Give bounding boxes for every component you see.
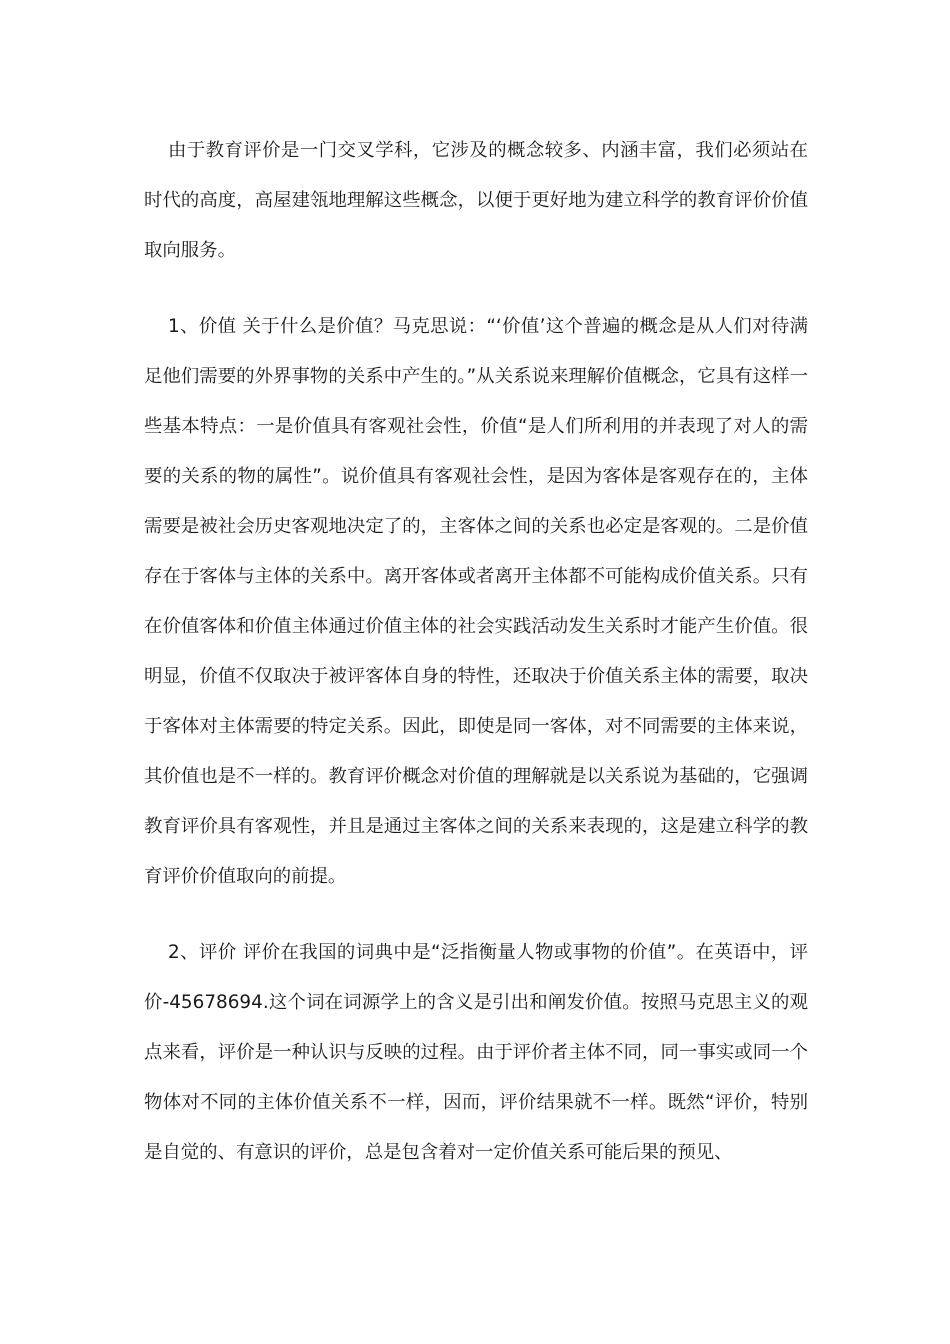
paragraph-evaluation: 2、评价 评价在我国的词典中是“泛指衡量人物或事物的价值”。在英语中，评价-45678694.这个词在词源学上的含义是引出和阐发价值。按照马克思主义的观点来看，评价是一种认识与反映的过程。由于评价者主体不同，同一事实或同一个物体对不同的主体价值关系不一样，因而，评价结果就不一样。既然“评价，特别是自觉的、有意识的评价，总是包含着对一定价值关系可能后果的预见、 <box>144 942 808 1163</box>
paragraph-value: 1、价值 关于什么是价值？马克思说：“‘价值’这个普遍的概念是从人们对待满足他们需要的外界事物的关系中产生的。”从关系说来理解价值概念，它具有这样一些基本特点：一是价值具有客观社会性，价值“是人们所利用的并表现了对人的需要的关系的物的属性”。说价值具有客观社会性，是因为客体是客观存在的，主体需要是被社会历史客观地决定了的，主客体之间的关系也必定是客观的。二是价值存在于客体与主体的关系中。离开客体或者离开主体都不可能构成价值关系。只有在价值客体和价值主体通过价值主体的社会实践活动发生关系时才能产生价值。很明显，价值不仅取决于被评客体自身的特性，还取决于价值关系主体的需要，取决于客体对主体需要的特定关系。因此，即使是同一客体，对不同需要的主体来说，其价值也是不一样的。教育评价概念对价值的理解就是以关系说为基础的，它强调教育评价具有客观性，并且是通过主客体之间的关系来表现的，这是建立科学的教育评价价值取向的前提。 <box>144 316 808 887</box>
paragraph-intro: 由于教育评价是一门交叉学科，它涉及的概念较多、内涵丰富，我们必须站在时代的高度，高屋建瓴地理解这些概念，以便于更好地为建立科学的教育评价价值取向服务。 <box>144 140 808 261</box>
document-body <box>144 126 808 1204</box>
